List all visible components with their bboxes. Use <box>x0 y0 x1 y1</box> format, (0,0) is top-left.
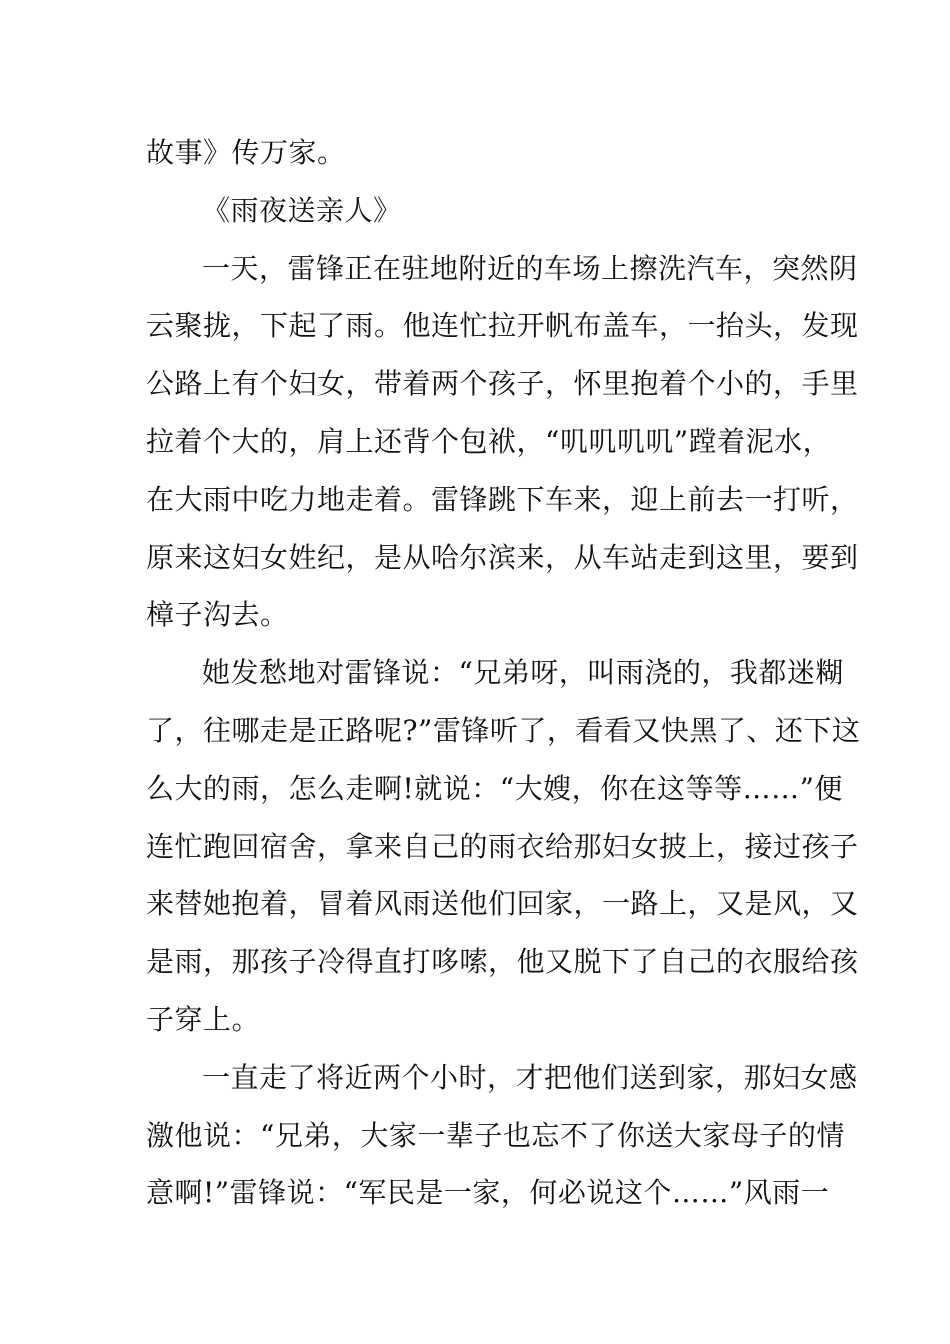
text-line: 拉着个大的，肩上还背个包袱，“叽叽叽叽”蹚着泥水， <box>146 424 832 458</box>
text-line: 是雨，那孩子冷得直打哆嗦，他又脱下了自己的衣服给孩 <box>146 945 859 979</box>
text-line: 了，往哪走是正路呢?”雷锋听了，看看又快黑了、还下这 <box>146 713 861 747</box>
text-line: 意啊!”雷锋说：“军民是一家，何必说这个……”风雨一 <box>146 1176 830 1210</box>
text-line: 在大雨中吃力地走着。雷锋跳下车来，迎上前去一打听， <box>146 482 859 516</box>
text-line: 连忙跑回宿舍，拿来自己的雨衣给那妇女披上，接过孩子 <box>146 829 859 863</box>
text-line: 激他说：“兄弟，大家一辈子也忘不了你送大家母子的情 <box>146 1118 845 1152</box>
body-text <box>146 124 861 1222</box>
text-line: 樟子沟去。 <box>146 598 289 632</box>
text-line: 故事》传万家。 <box>146 136 346 169</box>
text-line: 公路上有个妇女，带着两个孩子，怀里抱着个小的，手里 <box>146 367 859 401</box>
text-line: 么大的雨，怎么走啊!就说：“大嫂，你在这等等……”便 <box>146 771 843 805</box>
text-line: 一直走了将近两个小时，才把他们送到家，那妇女感 <box>202 1060 858 1094</box>
text-line: 原来这妇女姓纪，是从哈尔滨来，从车站走到这里，要到 <box>146 540 859 574</box>
text-line: 云聚拢，下起了雨。他连忙拉开帆布盖车，一抬头，发现 <box>146 309 859 343</box>
text-line: 子穿上。 <box>146 1002 261 1036</box>
text-line: 她发愁地对雷锋说：“兄弟呀，叫雨浇的，我都迷糊 <box>202 656 844 690</box>
text-line: 来替她抱着，冒着风雨送他们回家，一路上，又是风，又 <box>146 887 859 921</box>
text-line: 一天，雷锋正在驻地附近的车场上擦洗汽车，突然阴 <box>202 251 858 285</box>
text-line: 《雨夜送亲人》 <box>202 193 402 227</box>
